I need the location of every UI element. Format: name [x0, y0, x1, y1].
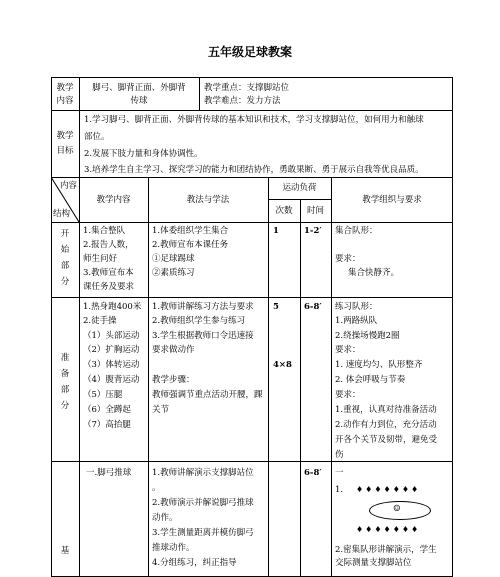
prep-section-char: 部	[60, 385, 70, 395]
prep-content: （2）扩胸运动	[83, 345, 140, 355]
prep-method: 1.教师讲解练习方法与要求	[152, 302, 254, 312]
basic-org-bottom: 交际测量支撑脚站位	[335, 558, 412, 568]
start-method: 1.体委组织学生集合	[152, 226, 229, 236]
prep-section-char: 准	[60, 353, 70, 363]
prep-content: （7）高抬腿	[83, 420, 131, 430]
col-divider	[300, 199, 301, 577]
start-content: 师生问好	[83, 254, 118, 264]
col-times: 次数	[275, 206, 293, 216]
prep-method: 教师强调节重点活动开腰，踝	[152, 390, 263, 400]
basic-method: 2.教师演示并解说脚弓推球	[152, 498, 254, 508]
players-row-top: ♦♦♦♦♦♦♦	[356, 485, 421, 494]
prep-content: （4）腹背运动	[83, 375, 140, 385]
basic-method: 动作。	[152, 513, 178, 523]
row-divider	[51, 177, 453, 178]
goal-item: 1.学习脚弓、脚背正面、外脚背传球的基本知识和技术，学习支撑脚站位，如何用力和触球	[84, 115, 424, 125]
start-duration: 1-2′	[304, 226, 322, 236]
start-section-char: 部	[60, 261, 70, 271]
start-content: 1.集合整队	[83, 226, 126, 236]
row-divider	[51, 110, 453, 111]
prep-org: 伤	[335, 450, 344, 460]
prep-method: 要求做动作	[152, 345, 195, 355]
row-divider	[51, 461, 453, 462]
start-method: ②素质练习	[152, 268, 195, 278]
prep-method: 关节	[152, 405, 170, 415]
prep-org: 1.重视，认真对待准备活动	[335, 405, 437, 415]
key-point: 教学重点：支撑脚站位	[204, 83, 290, 93]
content-text-1: 脚弓、脚背正面、外脚背	[92, 83, 186, 93]
row-divider	[51, 297, 453, 298]
row-divider	[51, 222, 453, 223]
prep-org: 2. 体会呼吸与节奏	[335, 375, 406, 385]
basic-org-num: 1.	[335, 485, 344, 495]
start-org: 要求：	[335, 254, 361, 264]
start-content: 2.报告人数，	[83, 240, 134, 250]
prep-method: 教学步骤：	[152, 375, 195, 385]
smiley-icon: ☺	[393, 504, 401, 514]
players-row-bottom: ♦♦♦♦♦♦♦	[356, 525, 421, 534]
basic-method: 1.教师讲解演示支撑脚站位	[152, 468, 254, 478]
content-text-2: 传球	[130, 96, 148, 106]
goal-item: 部位。	[84, 132, 110, 142]
prep-content: （3）体转运动	[83, 360, 140, 370]
col-divider	[268, 177, 269, 577]
prep-org: 开各个关节及韧带，避免受	[335, 435, 438, 445]
prep-org: 2.绕操场慢跑2圈	[335, 331, 400, 341]
prep-org: 要求：	[335, 345, 361, 355]
corner-bottom: 结构	[53, 209, 71, 219]
start-section-char: 开	[60, 229, 70, 239]
basic-method: 。	[152, 483, 161, 493]
basic-method: 推球动作。	[152, 543, 195, 553]
basic-org-top: 一	[335, 468, 344, 478]
goal-item: 2.发展下肢力量和身体协调性。	[84, 149, 203, 159]
start-section-char: 分	[60, 277, 70, 287]
col-organization: 教学组织与要求	[362, 195, 422, 205]
corner-top: 内容	[60, 181, 78, 191]
start-method: 2.教师宣布本课任务	[152, 240, 229, 250]
basic-method: 3.学生测量距离并模仿脚弓	[152, 528, 254, 538]
content-label-2: 内容	[56, 96, 74, 106]
goals-label-2: 目标	[56, 146, 74, 156]
prep-content: 2.徒手操	[83, 316, 117, 326]
prep-duration: 6-8′	[304, 302, 322, 312]
prep-method: 2.教师组织学生参与练习	[152, 316, 246, 326]
col-divider	[79, 77, 80, 577]
start-method: ①足球踢球	[152, 254, 195, 264]
prep-content: 1.热身跑400米	[83, 302, 142, 312]
prep-content: （5）压腿	[83, 390, 123, 400]
col-divider	[199, 77, 200, 110]
prep-content: （6）全蹲起	[83, 405, 131, 415]
prep-times: 5	[273, 302, 279, 312]
start-org: 集合队形：	[335, 226, 378, 236]
prep-section-char: 备	[60, 369, 70, 379]
start-section-char: 始	[60, 245, 70, 255]
prep-org: 1. 速度均匀、队形整齐	[335, 360, 423, 370]
col-duration: 时间	[306, 206, 324, 216]
goals-label-1: 教学	[56, 131, 74, 141]
col-method: 教法与学法	[186, 195, 230, 205]
col-load: 运动负荷	[282, 183, 317, 193]
start-content: 课任务及要求	[83, 282, 135, 292]
col-divider	[331, 177, 332, 577]
page-title: 五年级足球教案	[207, 45, 292, 59]
col-teaching-content: 教学内容	[96, 195, 131, 205]
start-content: 3.教师宣布本	[83, 268, 134, 278]
basic-content: 一.脚弓推球	[86, 468, 132, 478]
prep-method: 3.学生根据教师口令迅速接	[152, 331, 254, 341]
prep-org: 1.两路纵队	[335, 316, 378, 326]
content-label-1: 教学	[56, 83, 74, 93]
goal-item: 3.培养学生自主学习、探究学习的能力和团结协作，勇敢果断、勇于展示自我等优良品质。	[84, 165, 424, 175]
start-times: 1	[273, 226, 279, 236]
prep-org: 2.动作有力到位，充分活动	[335, 420, 437, 430]
basic-org-bottom: 2.密集队形讲解演示，学生	[335, 545, 437, 555]
basic-section-char: 基	[60, 546, 70, 556]
prep-section-char: 分	[60, 401, 70, 411]
col-divider	[148, 177, 149, 577]
prep-org: 练习队形：	[335, 302, 378, 312]
difficulty: 教学难点：发力方法	[204, 96, 281, 106]
prep-org: 要求：	[335, 390, 361, 400]
prep-times: 4×8	[273, 360, 292, 370]
start-org: 集合快静齐。	[348, 268, 400, 278]
basic-duration: 6-8′	[304, 468, 322, 478]
prep-content: （1）头部运动	[83, 331, 140, 341]
basic-method: 4.分组练习，纠正指导	[152, 558, 237, 568]
